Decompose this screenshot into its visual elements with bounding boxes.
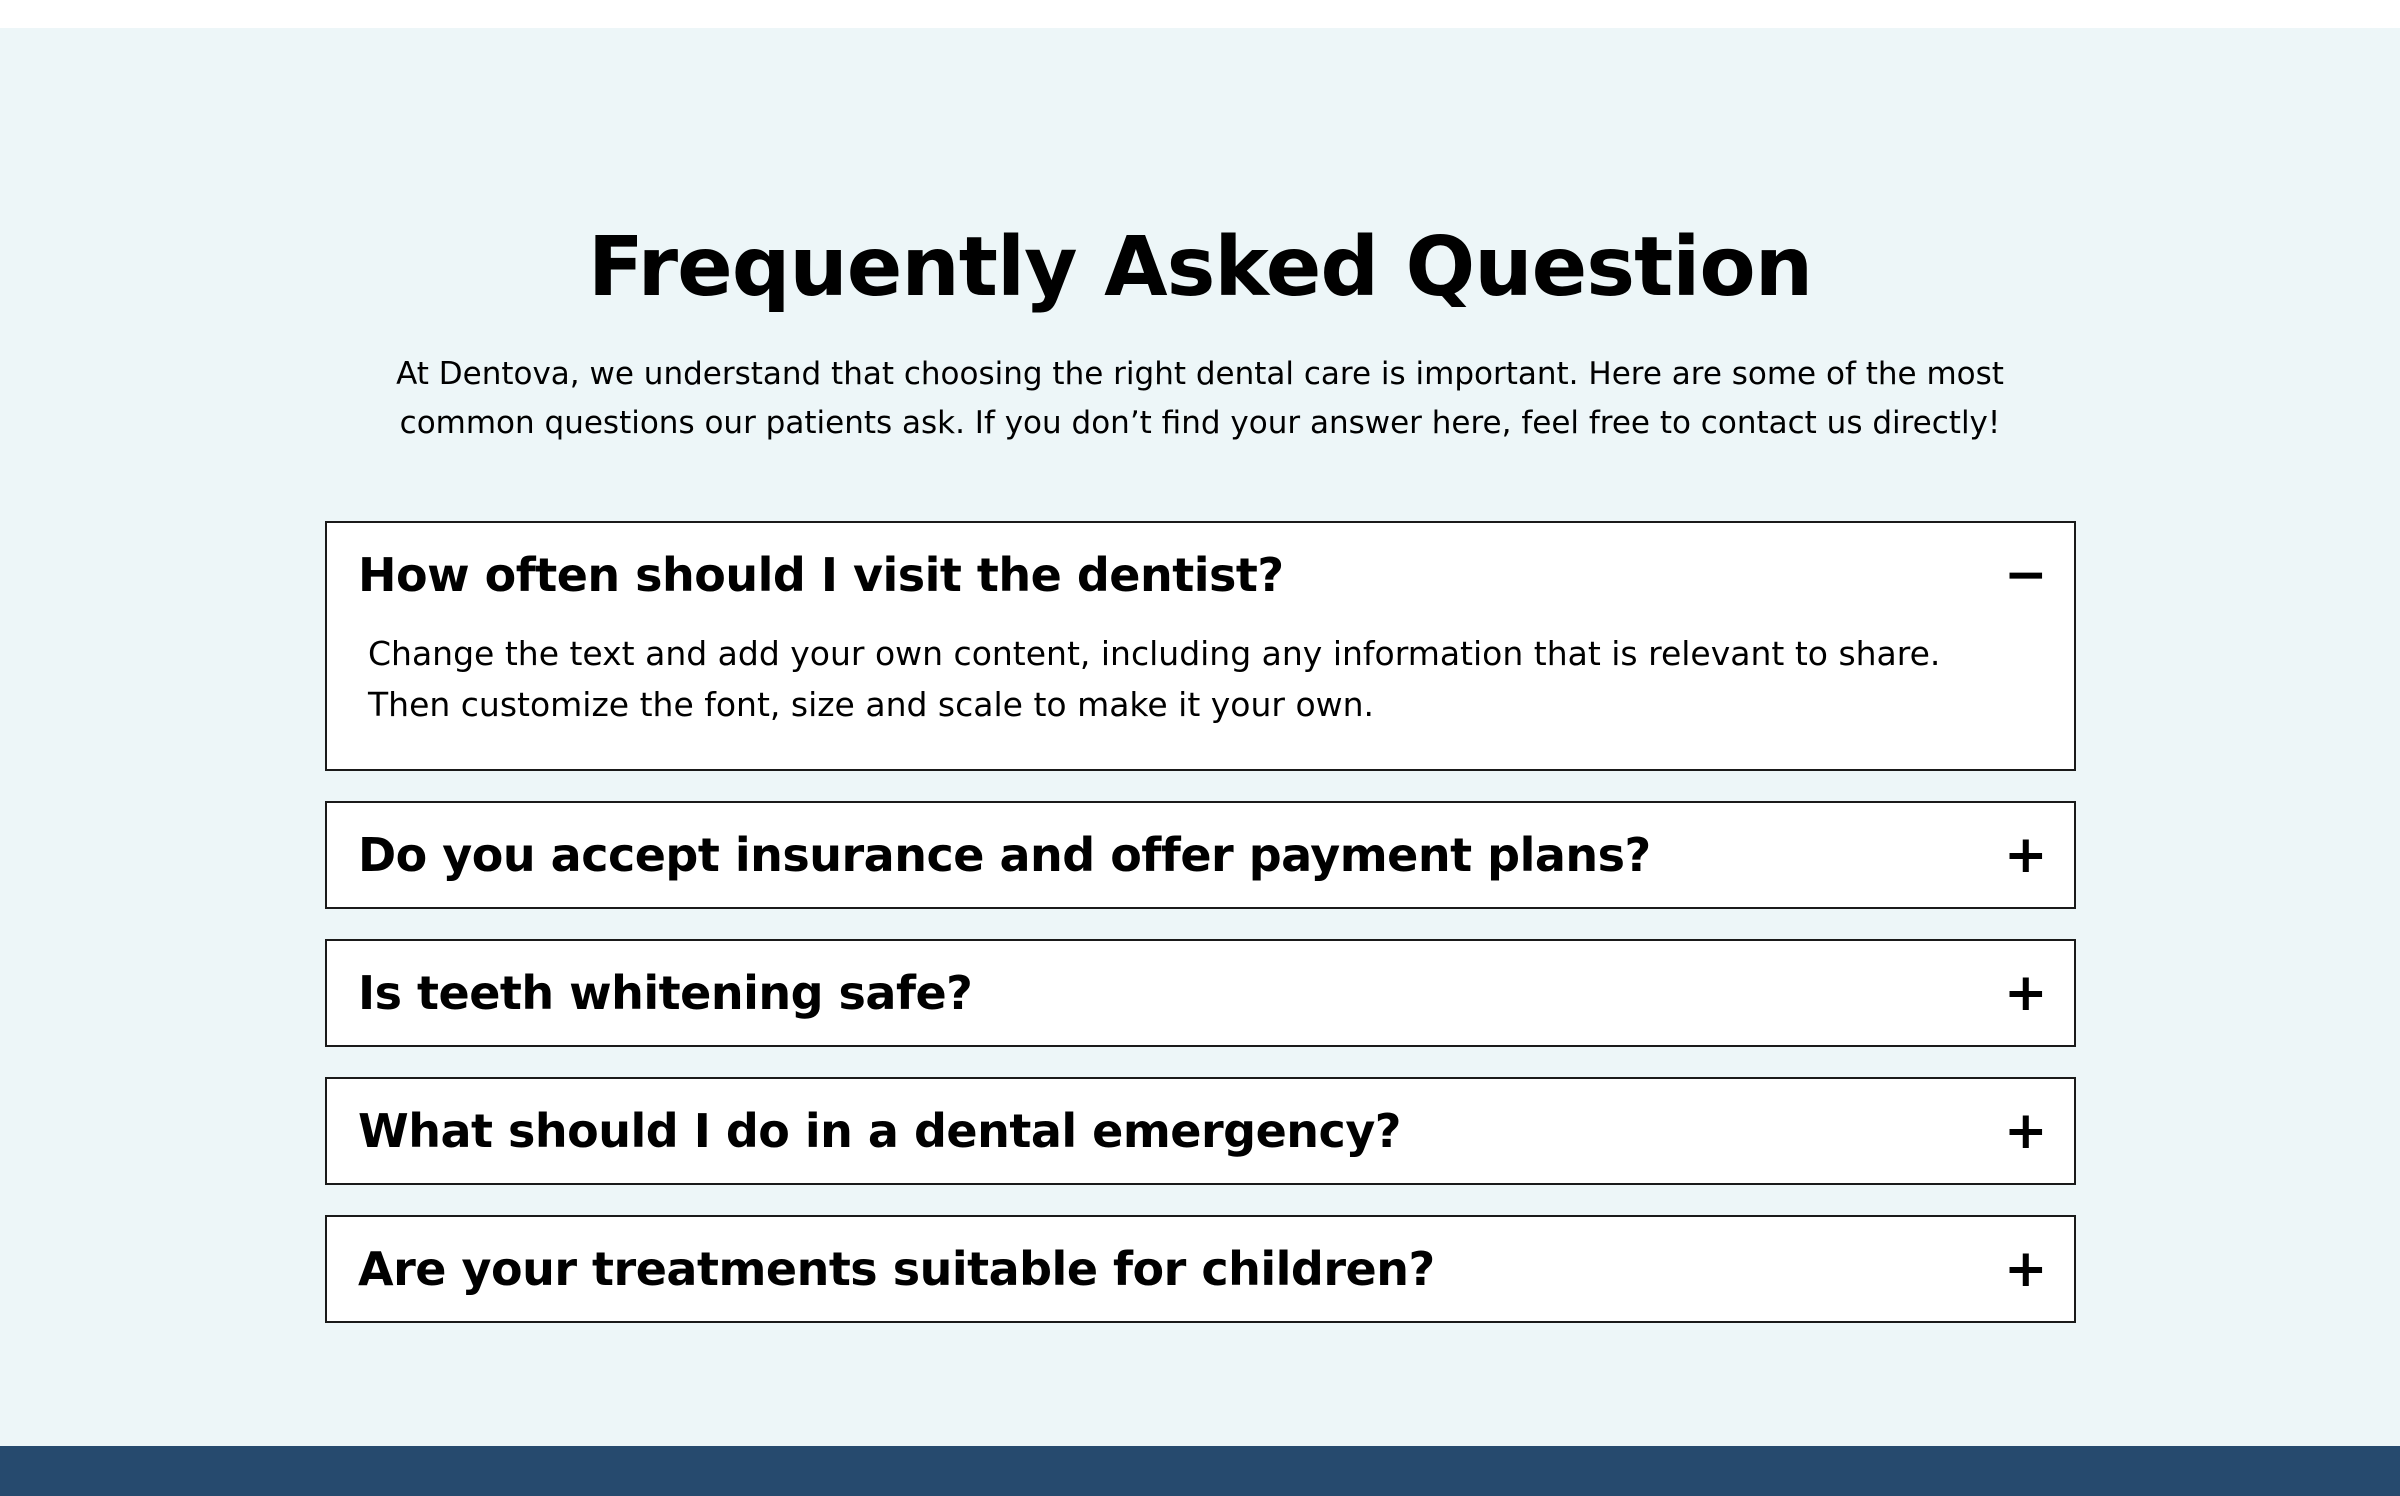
faq-intro <box>380 350 2020 448</box>
faq-answer: Change the text and add your own content, including any information that is relevant to share. Then customize the font, size and scale to make it your own. <box>368 634 1941 724</box>
faq-item-emergency[interactable] <box>325 1077 2076 1185</box>
top-strip <box>0 0 2400 28</box>
footer-band <box>0 1446 2400 1496</box>
faq-intro-line-2: common questions our patients ask. If you don’t find your answer here, feel free to contact us directly! <box>399 405 2001 441</box>
plus-icon[interactable]: + <box>2004 1239 2048 1299</box>
faq-item-whitening[interactable] <box>325 939 2076 1047</box>
faq-question[interactable]: How often should I visit the dentist? <box>358 548 1284 602</box>
plus-icon[interactable]: + <box>2004 1101 2048 1161</box>
faq-question[interactable]: Is teeth whitening safe? <box>358 966 973 1020</box>
faq-section <box>0 28 2400 1446</box>
plus-icon[interactable]: + <box>2004 963 2048 1023</box>
faq-title: Frequently Asked Question <box>587 220 1813 315</box>
plus-icon[interactable]: + <box>2004 825 2048 885</box>
faq-question[interactable]: Are your treatments suitable for children? <box>358 1242 1435 1296</box>
faq-list <box>325 521 2076 1353</box>
minus-icon[interactable]: − <box>2004 545 2048 605</box>
faq-question[interactable]: Do you accept insurance and offer payment plans? <box>358 828 1651 882</box>
faq-question[interactable]: What should I do in a dental emergency? <box>358 1104 1401 1158</box>
faq-item-visit-frequency[interactable] <box>325 521 2076 771</box>
faq-intro-line-1: At Dentova, we understand that choosing the right dental care is important. Here are some of the most <box>396 356 2004 392</box>
faq-item-insurance[interactable] <box>325 801 2076 909</box>
faq-item-children[interactable] <box>325 1215 2076 1323</box>
